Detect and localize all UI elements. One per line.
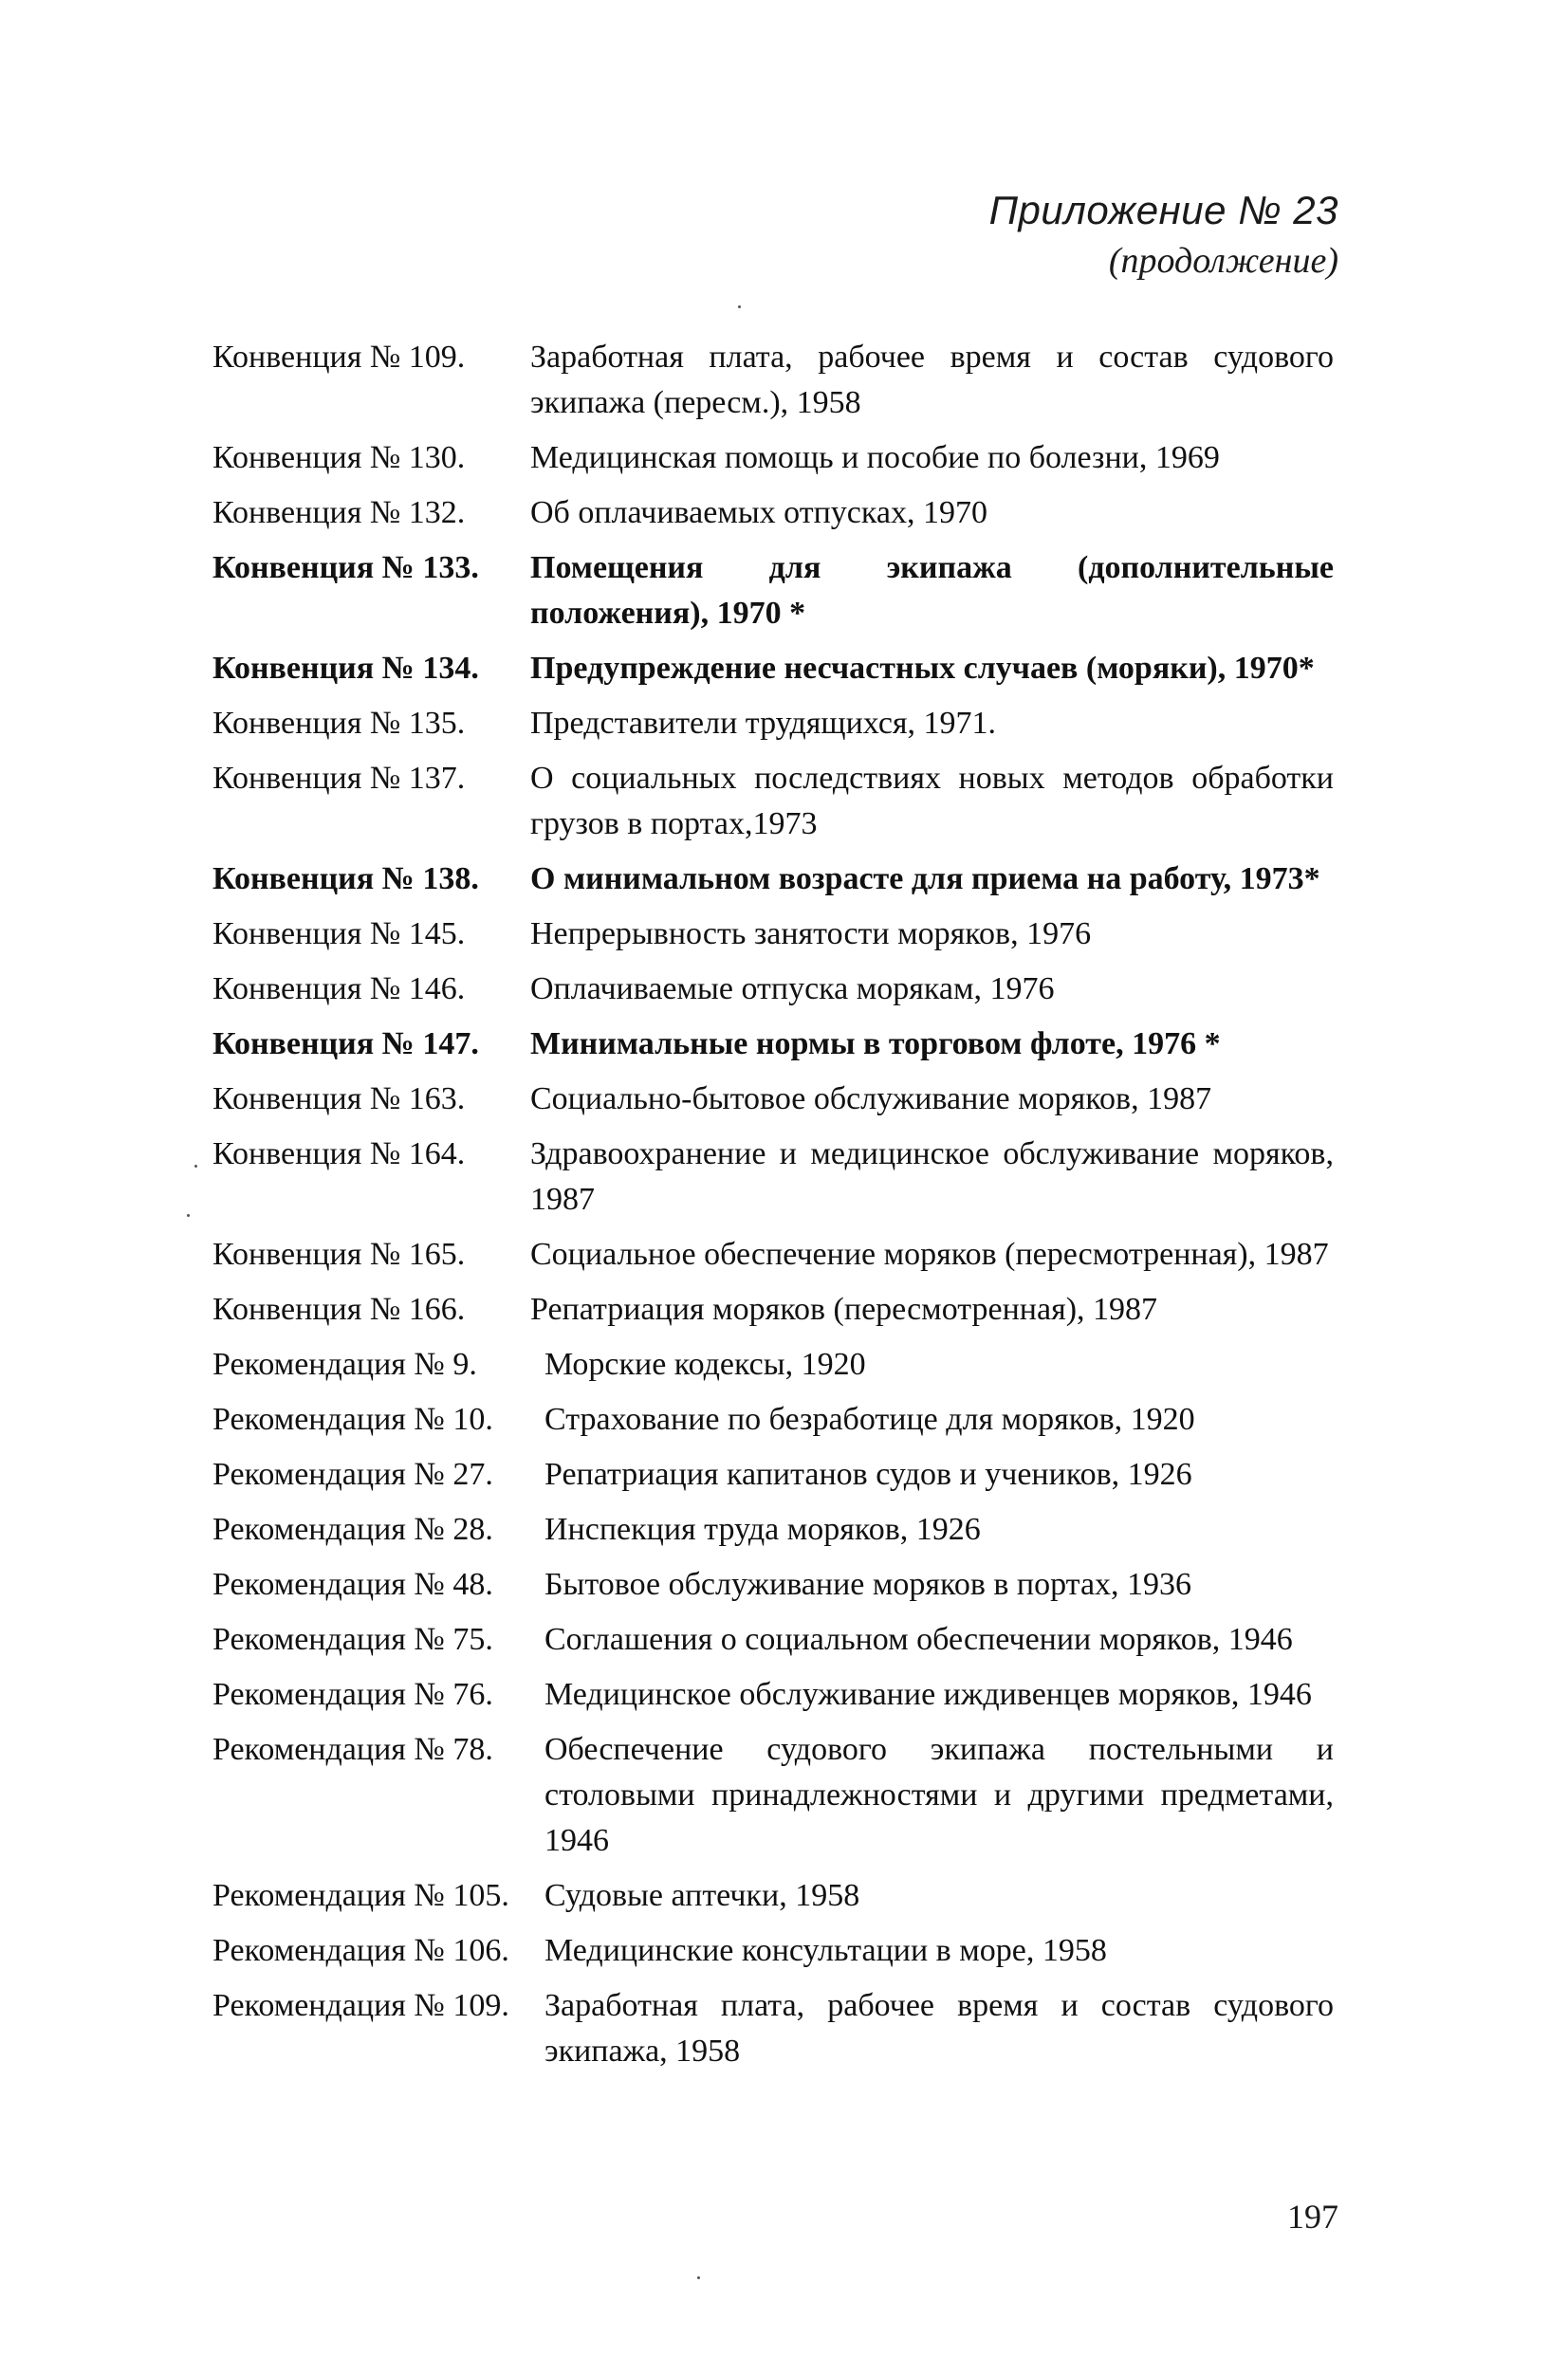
list-item: [212, 646, 1341, 691]
entry-label: Конвенция № 146.: [212, 971, 466, 1006]
entry-text: Страхование по безработице для моряков, 1920: [544, 1402, 1195, 1437]
entry-label: Рекомендация № 10.: [212, 1402, 493, 1437]
entry-text: Непрерывность занятости моряков, 1976: [530, 916, 1092, 951]
list-item: [212, 1022, 1341, 1067]
entry-text: Заработная плата, рабочее время и состав судового экипажа, 1958: [544, 1988, 1334, 2069]
entry-label: Конвенция № 130.: [212, 440, 466, 475]
entry-text: О минимальном возрасте для приема на работу, 1973*: [530, 861, 1320, 896]
list-item: [212, 545, 1341, 636]
entry-label: Конвенция № 165.: [212, 1237, 466, 1272]
entry-label: Конвенция № 138.: [212, 861, 479, 896]
entry-label: Конвенция № 166.: [212, 1292, 466, 1327]
page-number: 197: [1287, 2198, 1338, 2236]
entry-label: Рекомендация № 106.: [212, 1933, 509, 1968]
entry-label: Конвенция № 135.: [212, 706, 466, 741]
list-item: [212, 1727, 1341, 1864]
entry-label: Конвенция № 109.: [212, 340, 466, 375]
list-item: [212, 1562, 1341, 1608]
list-item: [212, 701, 1341, 746]
convention-list: [212, 335, 1341, 2074]
entry-label: Конвенция № 137.: [212, 761, 466, 796]
appendix-title: Приложение № 23: [988, 188, 1338, 232]
page-header: [845, 186, 1338, 285]
scan-speck: [697, 2276, 700, 2279]
list-item: [212, 1397, 1341, 1443]
appendix-subtitle: (продолжение): [1108, 241, 1338, 281]
entry-label: Конвенция № 134.: [212, 651, 479, 686]
entry-text: Бытовое обслуживание моряков в портах, 1936: [544, 1567, 1192, 1602]
entry-label: Рекомендация № 78.: [212, 1732, 493, 1767]
entry-text: Морские кодексы, 1920: [544, 1347, 866, 1382]
entry-text: Минимальные нормы в торговом флоте, 1976 *: [530, 1026, 1221, 1061]
scan-speck: [738, 305, 741, 308]
entry-text: Медицинская помощь и пособие по болезни, 1969: [530, 440, 1220, 475]
list-item: [212, 1617, 1341, 1663]
entry-text: Здравоохранение и медицинское обслуживание моряков, 1987: [530, 1136, 1334, 1217]
entry-label: Рекомендация № 28.: [212, 1512, 493, 1547]
entry-label: Конвенция № 133.: [212, 550, 479, 585]
list-item: [212, 1077, 1341, 1122]
entry-label: Конвенция № 145.: [212, 916, 466, 951]
entry-label: Рекомендация № 76.: [212, 1677, 493, 1712]
list-item: [212, 911, 1341, 957]
entry-label: Конвенция № 164.: [212, 1136, 466, 1171]
entry-label: Рекомендация № 75.: [212, 1622, 493, 1657]
entry-label: Рекомендация № 48.: [212, 1567, 493, 1602]
entry-text: Соглашения о социальном обеспечении моряков, 1946: [544, 1622, 1293, 1657]
list-item: [212, 490, 1341, 536]
entry-label: Конвенция № 132.: [212, 495, 466, 530]
entry-text: Судовые аптечки, 1958: [544, 1878, 860, 1913]
scan-speck: [194, 1165, 197, 1168]
list-item: [212, 1873, 1341, 1919]
entry-text: Медицинское обслуживание иждивенцев моряков, 1946: [544, 1677, 1312, 1712]
entry-label: Рекомендация № 9.: [212, 1347, 477, 1382]
list-item: [212, 756, 1341, 847]
list-item: [212, 1342, 1341, 1388]
list-item: [212, 335, 1341, 426]
entry-label: Конвенция № 147.: [212, 1026, 479, 1061]
entry-text: Помещения для экипажа (дополнительные положения), 1970 *: [530, 550, 1334, 631]
entry-text: Социально-бытовое обслуживание моряков, 1987: [530, 1081, 1212, 1116]
entry-text: Предупреждение несчастных случаев (моряки), 1970*: [530, 651, 1315, 686]
entry-text: Репатриация моряков (пересмотренная), 1987: [530, 1292, 1158, 1327]
entry-text: Представители трудящихся, 1971.: [530, 706, 997, 741]
entry-text: Медицинские консультации в море, 1958: [544, 1933, 1107, 1968]
entry-label: Рекомендация № 27.: [212, 1457, 493, 1492]
scan-speck: [187, 1214, 190, 1217]
entry-text: Репатриация капитанов судов и учеников, 1926: [544, 1457, 1192, 1492]
entry-label: Рекомендация № 105.: [212, 1878, 509, 1913]
list-item: [212, 856, 1341, 902]
list-item: [212, 1507, 1341, 1553]
list-item: [212, 1287, 1341, 1333]
list-item: [212, 967, 1341, 1012]
list-item: [212, 1452, 1341, 1498]
list-item: [212, 435, 1341, 481]
entry-text: Социальное обеспечение моряков (пересмотренная), 1987: [530, 1237, 1329, 1272]
list-item: [212, 1232, 1341, 1278]
entry-label: Конвенция № 163.: [212, 1081, 466, 1116]
list-item: [212, 1672, 1341, 1718]
entry-text: Инспекция труда моряков, 1926: [544, 1512, 981, 1547]
entry-text: О социальных последствиях новых методов обработки грузов в портах,1973: [530, 761, 1334, 841]
entry-text: Заработная плата, рабочее время и состав судового экипажа (пересм.), 1958: [530, 340, 1334, 420]
list-item: [212, 1983, 1341, 2074]
entry-text: Об оплачиваемых отпусках, 1970: [530, 495, 987, 530]
entry-text: Обеспечение судового экипажа постельными и столовыми принадлежностями и другими предметами, 1946: [544, 1732, 1334, 1858]
entry-text: Оплачиваемые отпуска морякам, 1976: [530, 971, 1055, 1006]
list-item: [212, 1928, 1341, 1974]
list-item: [212, 1132, 1341, 1223]
entry-label: Рекомендация № 109.: [212, 1988, 509, 2023]
